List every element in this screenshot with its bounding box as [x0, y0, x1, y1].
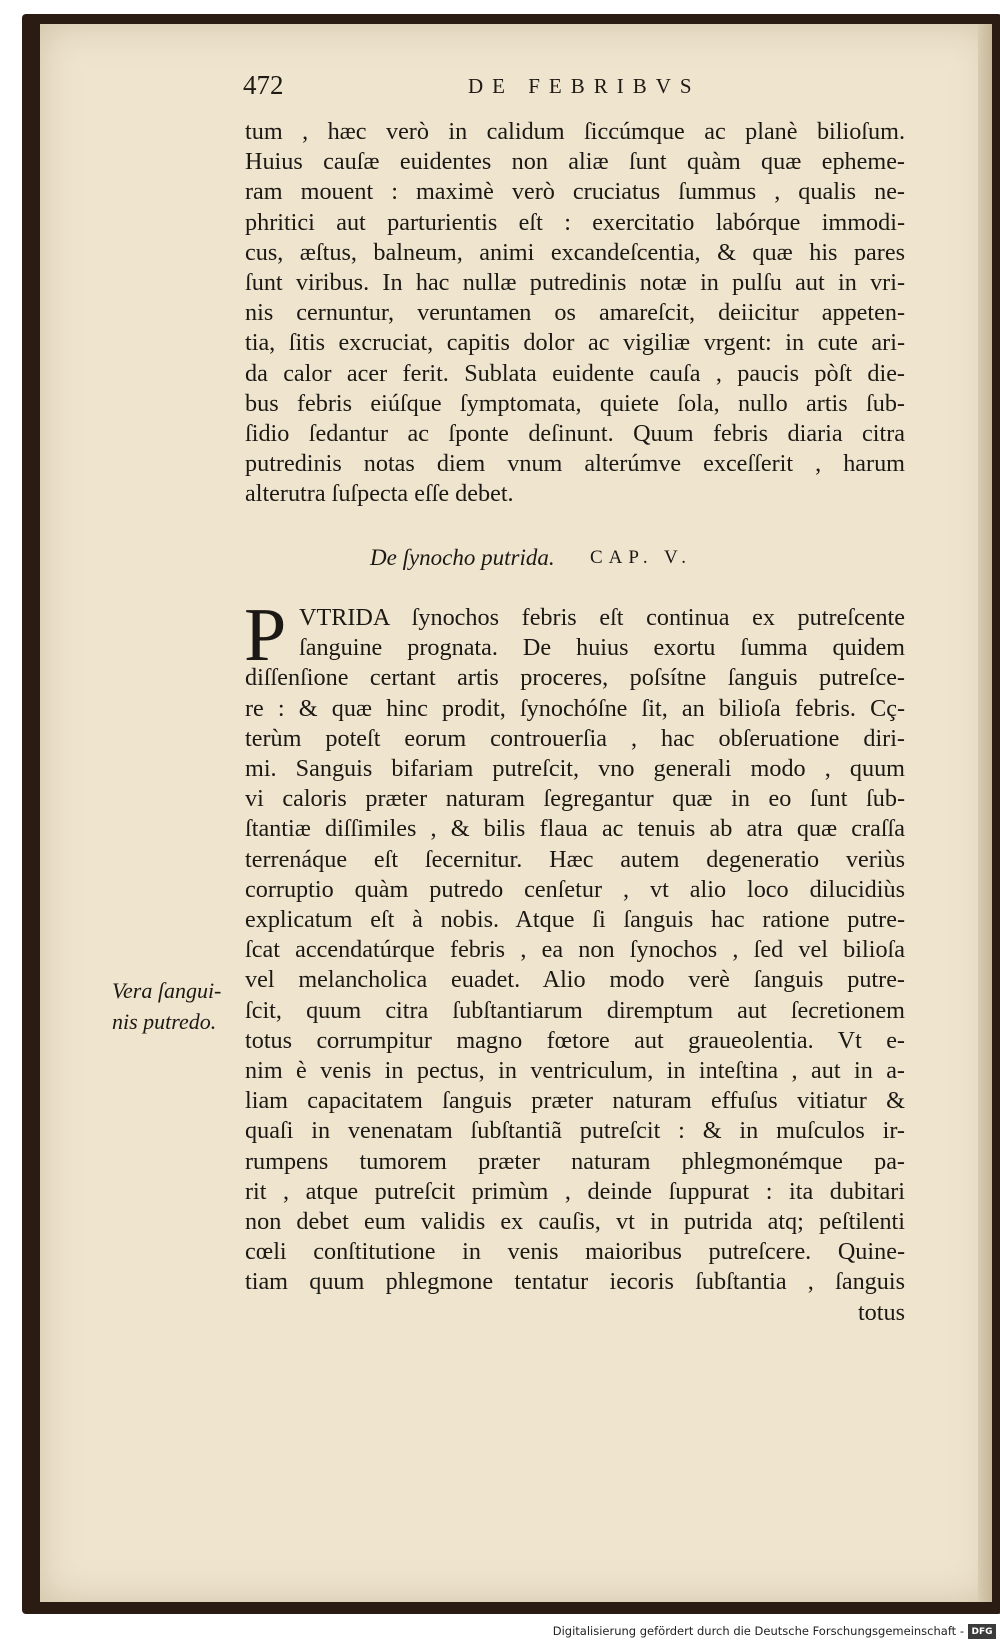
text-line: tia, ſitis excruciat, capitis dolor ac vigiliæ vrgent: in cute ari-	[245, 329, 905, 357]
text-line: ſanguine prognata. De huius exortu ſumma quidem	[299, 634, 905, 662]
digitization-footer	[0, 1622, 1000, 1643]
margin-note-line: Vera ſangui-	[112, 978, 222, 1003]
text-line: non debet eum validis ex cauſis, vt in putrida atq; peſtilenti	[245, 1208, 905, 1236]
text-line: terùm poteſt eorum controuerſia , hac obſeruatione diri-	[245, 724, 905, 752]
margin-note	[112, 975, 252, 1037]
running-head	[243, 70, 893, 110]
text-line: rit , atque putreſcit primùm , deinde ſuppurat : ita dubitari	[245, 1177, 905, 1205]
margin-note-line: nis putredo.	[112, 1009, 217, 1034]
text-line: vel melancholica euadet. Alio modo verè ſanguis putre-	[245, 966, 905, 994]
text-line: bus febris eiúſque ſymptomata, quiete ſola, nullo artis ſub-	[245, 389, 905, 417]
text-line: ſcat accendatúrque febris , ea non ſynochos , ſed vel bilioſa	[245, 936, 905, 964]
chapter-heading	[370, 545, 790, 579]
text-line: VTRIDA ſynochos febris eſt continua ex putreſcente	[299, 604, 905, 631]
text-line: cus, æſtus, balneum, animi excandeſcentia, & quæ his pares	[245, 238, 905, 266]
text-line: explicatum eſt à nobis. Atque ſi ſanguis hac ratione putre-	[245, 906, 905, 934]
chapter-number: CAP. V.	[590, 547, 693, 568]
text-line: nim è venis in pectus, in ventriculum, in inteſtina , aut in a-	[245, 1057, 905, 1085]
text-line: tum , hæc verò in calidum ſiccúmque ac planè bilioſum.	[245, 118, 905, 145]
text-line: putredinis notas diem vnum alterúmve exceſſerit , harum	[245, 450, 905, 478]
text-line: mi. Sanguis bifariam putreſcit, vno generali modo , quum	[245, 755, 905, 783]
text-line: ſidio ſedantur ac ſponte deſinunt. Quum febris diaria citra	[245, 420, 905, 448]
dfg-logo-icon: DFG	[968, 1624, 996, 1639]
text-line: totus corrumpitur magno fœtore aut graueolentia. Vt e-	[245, 1026, 905, 1054]
text-line: rumpens tumorem præter naturam phlegmonémque pa-	[245, 1147, 905, 1175]
text-line: re : & quæ hinc prodit, ſynochóſne ſit, an bilioſa febris. Cç-	[245, 694, 905, 722]
text-line: nis cernuntur, veruntamen os amareſcit, deiicitur appeten-	[245, 299, 905, 327]
text-line: cœli conſtitutione in venis maioribus putreſcere. Quine-	[245, 1238, 905, 1266]
text-line: Huius cauſæ euidentes non aliæ ſunt quàm quæ epheme-	[245, 148, 905, 176]
text-line: ram mouent : maximè verò cruciatus ſummus , qualis ne-	[245, 178, 905, 206]
text-line: vi caloris præter naturam ſegregantur quæ in eo ſunt ſub-	[245, 785, 905, 813]
running-title: DE FEBRIBVS	[468, 74, 701, 98]
page-number: 472	[243, 70, 284, 100]
chapter-title: De ſynocho putrida.	[370, 545, 555, 570]
lower-text-block	[244, 593, 905, 1328]
drop-cap: P	[244, 593, 287, 677]
catchword: totus	[857, 1298, 905, 1326]
page-fore-edge	[978, 24, 992, 1602]
text-line: phritici aut parturientis eſt : exercitatio labórque immodi-	[245, 208, 905, 236]
text-line: ſtantiæ diſſimiles , & bilis flaua ac tenuis ab atra quæ craſſa	[245, 815, 905, 843]
text-line: liam capacitatem ſanguis præter naturam effuſus vitiatur &	[245, 1087, 905, 1115]
text-line: ſcit, quum citra ſubſtantiarum diremptum aut ſecretionem	[245, 996, 905, 1024]
text-line: diſſenſione certant artis proceres, poſsítne ſanguis putreſce-	[245, 664, 905, 692]
text-line: quaſi in venenatam ſubſtantiã putreſcit : & in muſculos ir-	[245, 1117, 905, 1145]
text-line: terrenáque eſt ſecernitur. Hæc autem degeneratio veriùs	[245, 845, 905, 873]
text-line: tiam quum phlegmone tentatur iecoris ſubſtantia , ſanguis	[245, 1268, 905, 1296]
footer-credit: Digitalisierung gefördert durch die Deutsche Forschungsgemeinschaft -	[552, 1624, 964, 1638]
text-line: alterutra ſuſpecta eſſe debet.	[245, 480, 514, 508]
text-line: ſunt viribus. In hac nullæ putredinis notæ in pulſu aut in vri-	[245, 269, 905, 297]
text-line: da calor acer ferit. Sublata euidente cauſa , paucis pòſt die-	[245, 359, 905, 387]
text-line: corruptio quàm putredo cenſetur , vt alio loco dilucidiùs	[245, 875, 905, 903]
upper-text-block	[245, 117, 905, 510]
